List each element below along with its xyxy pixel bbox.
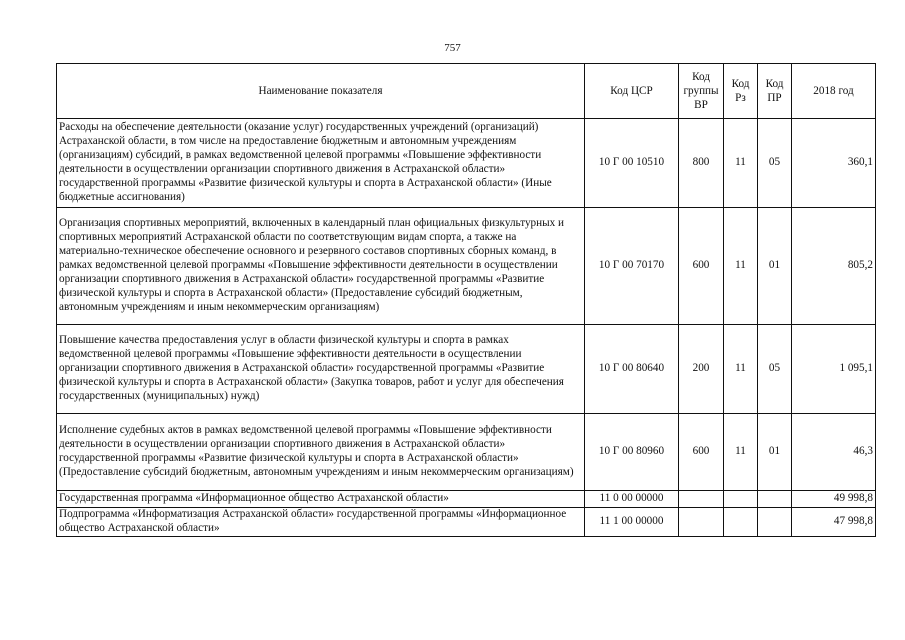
header-csr: Код ЦСР	[585, 64, 679, 119]
row-csr: 11 1 00 00000	[585, 508, 679, 537]
row-amount: 49 998,8	[792, 491, 876, 508]
table-row	[57, 208, 876, 325]
header-pr: Код ПР	[758, 64, 792, 119]
row-rz: 11	[724, 325, 758, 414]
row-csr: 10 Г 00 70170	[585, 208, 679, 325]
row-amount: 360,1	[792, 119, 876, 208]
row-name: Повышение качества предоставления услуг в области физической культуры и спорта в рамках ведомственной целевой программы «Повышение эффективности деятельности в осуществлении организации спортивного движения в Астраханской области» государственной программы «Развитие физической культуры и спорта в Астраханской области» (Закупка товаров, работ и услуг для обеспечения государственных (муниципальных) нужд)	[57, 325, 585, 414]
row-rz: 11	[724, 208, 758, 325]
row-vr: 800	[679, 119, 724, 208]
row-name: Государственная программа «Информационное общество Астраханской области»	[57, 491, 585, 508]
row-rz: 11	[724, 119, 758, 208]
table-row	[57, 119, 876, 208]
row-amount: 47 998,8	[792, 508, 876, 537]
row-vr: 200	[679, 325, 724, 414]
row-pr	[758, 508, 792, 537]
row-pr: 05	[758, 119, 792, 208]
row-name: Расходы на обеспечение деятельности (оказание услуг) государственных учреждений (организаций) Астраханской области, в том числе на предоставление бюджетным и автономным учреждениям (организациям) субсидий, в рамках ведомственной целевой программы «Повышение эффективности деятельности в осуществлении организации спортивного движения в Астраханской области» государственной программы «Развитие физической культуры и спорта в Астраханской области» (Иные бюджетные ассигнования)	[57, 119, 585, 208]
row-vr	[679, 491, 724, 508]
row-csr: 10 Г 00 10510	[585, 119, 679, 208]
row-vr: 600	[679, 208, 724, 325]
table-row	[57, 414, 876, 491]
row-name: Исполнение судебных актов в рамках ведомственной целевой программы «Повышение эффективности деятельности в осуществлении организации спортивного движения в Астраханской области» государственной программы «Развитие физической культуры и спорта в Астраханской области» (Предоставление субсидий бюджетным, автономным учреждениям и иным некоммерческим организациям)	[57, 414, 585, 491]
table-row	[57, 325, 876, 414]
row-rz: 11	[724, 414, 758, 491]
row-csr: 10 Г 00 80960	[585, 414, 679, 491]
row-csr: 11 0 00 00000	[585, 491, 679, 508]
row-pr: 01	[758, 208, 792, 325]
header-name: Наименование показателя	[57, 64, 585, 119]
header-vr: Код группы ВР	[679, 64, 724, 119]
table-header-row	[57, 64, 876, 119]
row-rz	[724, 508, 758, 537]
row-name: Подпрограмма «Информатизация Астраханской области» государственной программы «Информационное общество Астраханской области»	[57, 508, 585, 537]
row-amount: 805,2	[792, 208, 876, 325]
page-number: 757	[444, 42, 461, 54]
row-pr	[758, 491, 792, 508]
row-name: Организация спортивных мероприятий, включенных в календарный план официальных физкультурных и спортивных мероприятий Астраханской области по соответствующим видам спорта, а также на материально-техническое обеспечение основного и резервного составов спортивных сборных команд, в рамках ведомственной целевой программы «Повышение эффективности деятельности в осуществлении организации спортивного движения в Астраханской области» государственной программы «Развитие физической культуры и спорта в Астраханской области» (Предоставление субсидий бюджетным, автономным учреждениям и иным некоммерческим организациям)	[57, 208, 585, 325]
row-pr: 05	[758, 325, 792, 414]
row-pr: 01	[758, 414, 792, 491]
row-amount: 1 095,1	[792, 325, 876, 414]
table-row	[57, 491, 876, 508]
table-row	[57, 508, 876, 537]
row-csr: 10 Г 00 80640	[585, 325, 679, 414]
row-vr: 600	[679, 414, 724, 491]
row-rz	[724, 491, 758, 508]
row-vr	[679, 508, 724, 537]
row-amount: 46,3	[792, 414, 876, 491]
header-rz: Код Рз	[724, 64, 758, 119]
header-year: 2018 год	[792, 64, 876, 119]
budget-table	[56, 63, 876, 537]
